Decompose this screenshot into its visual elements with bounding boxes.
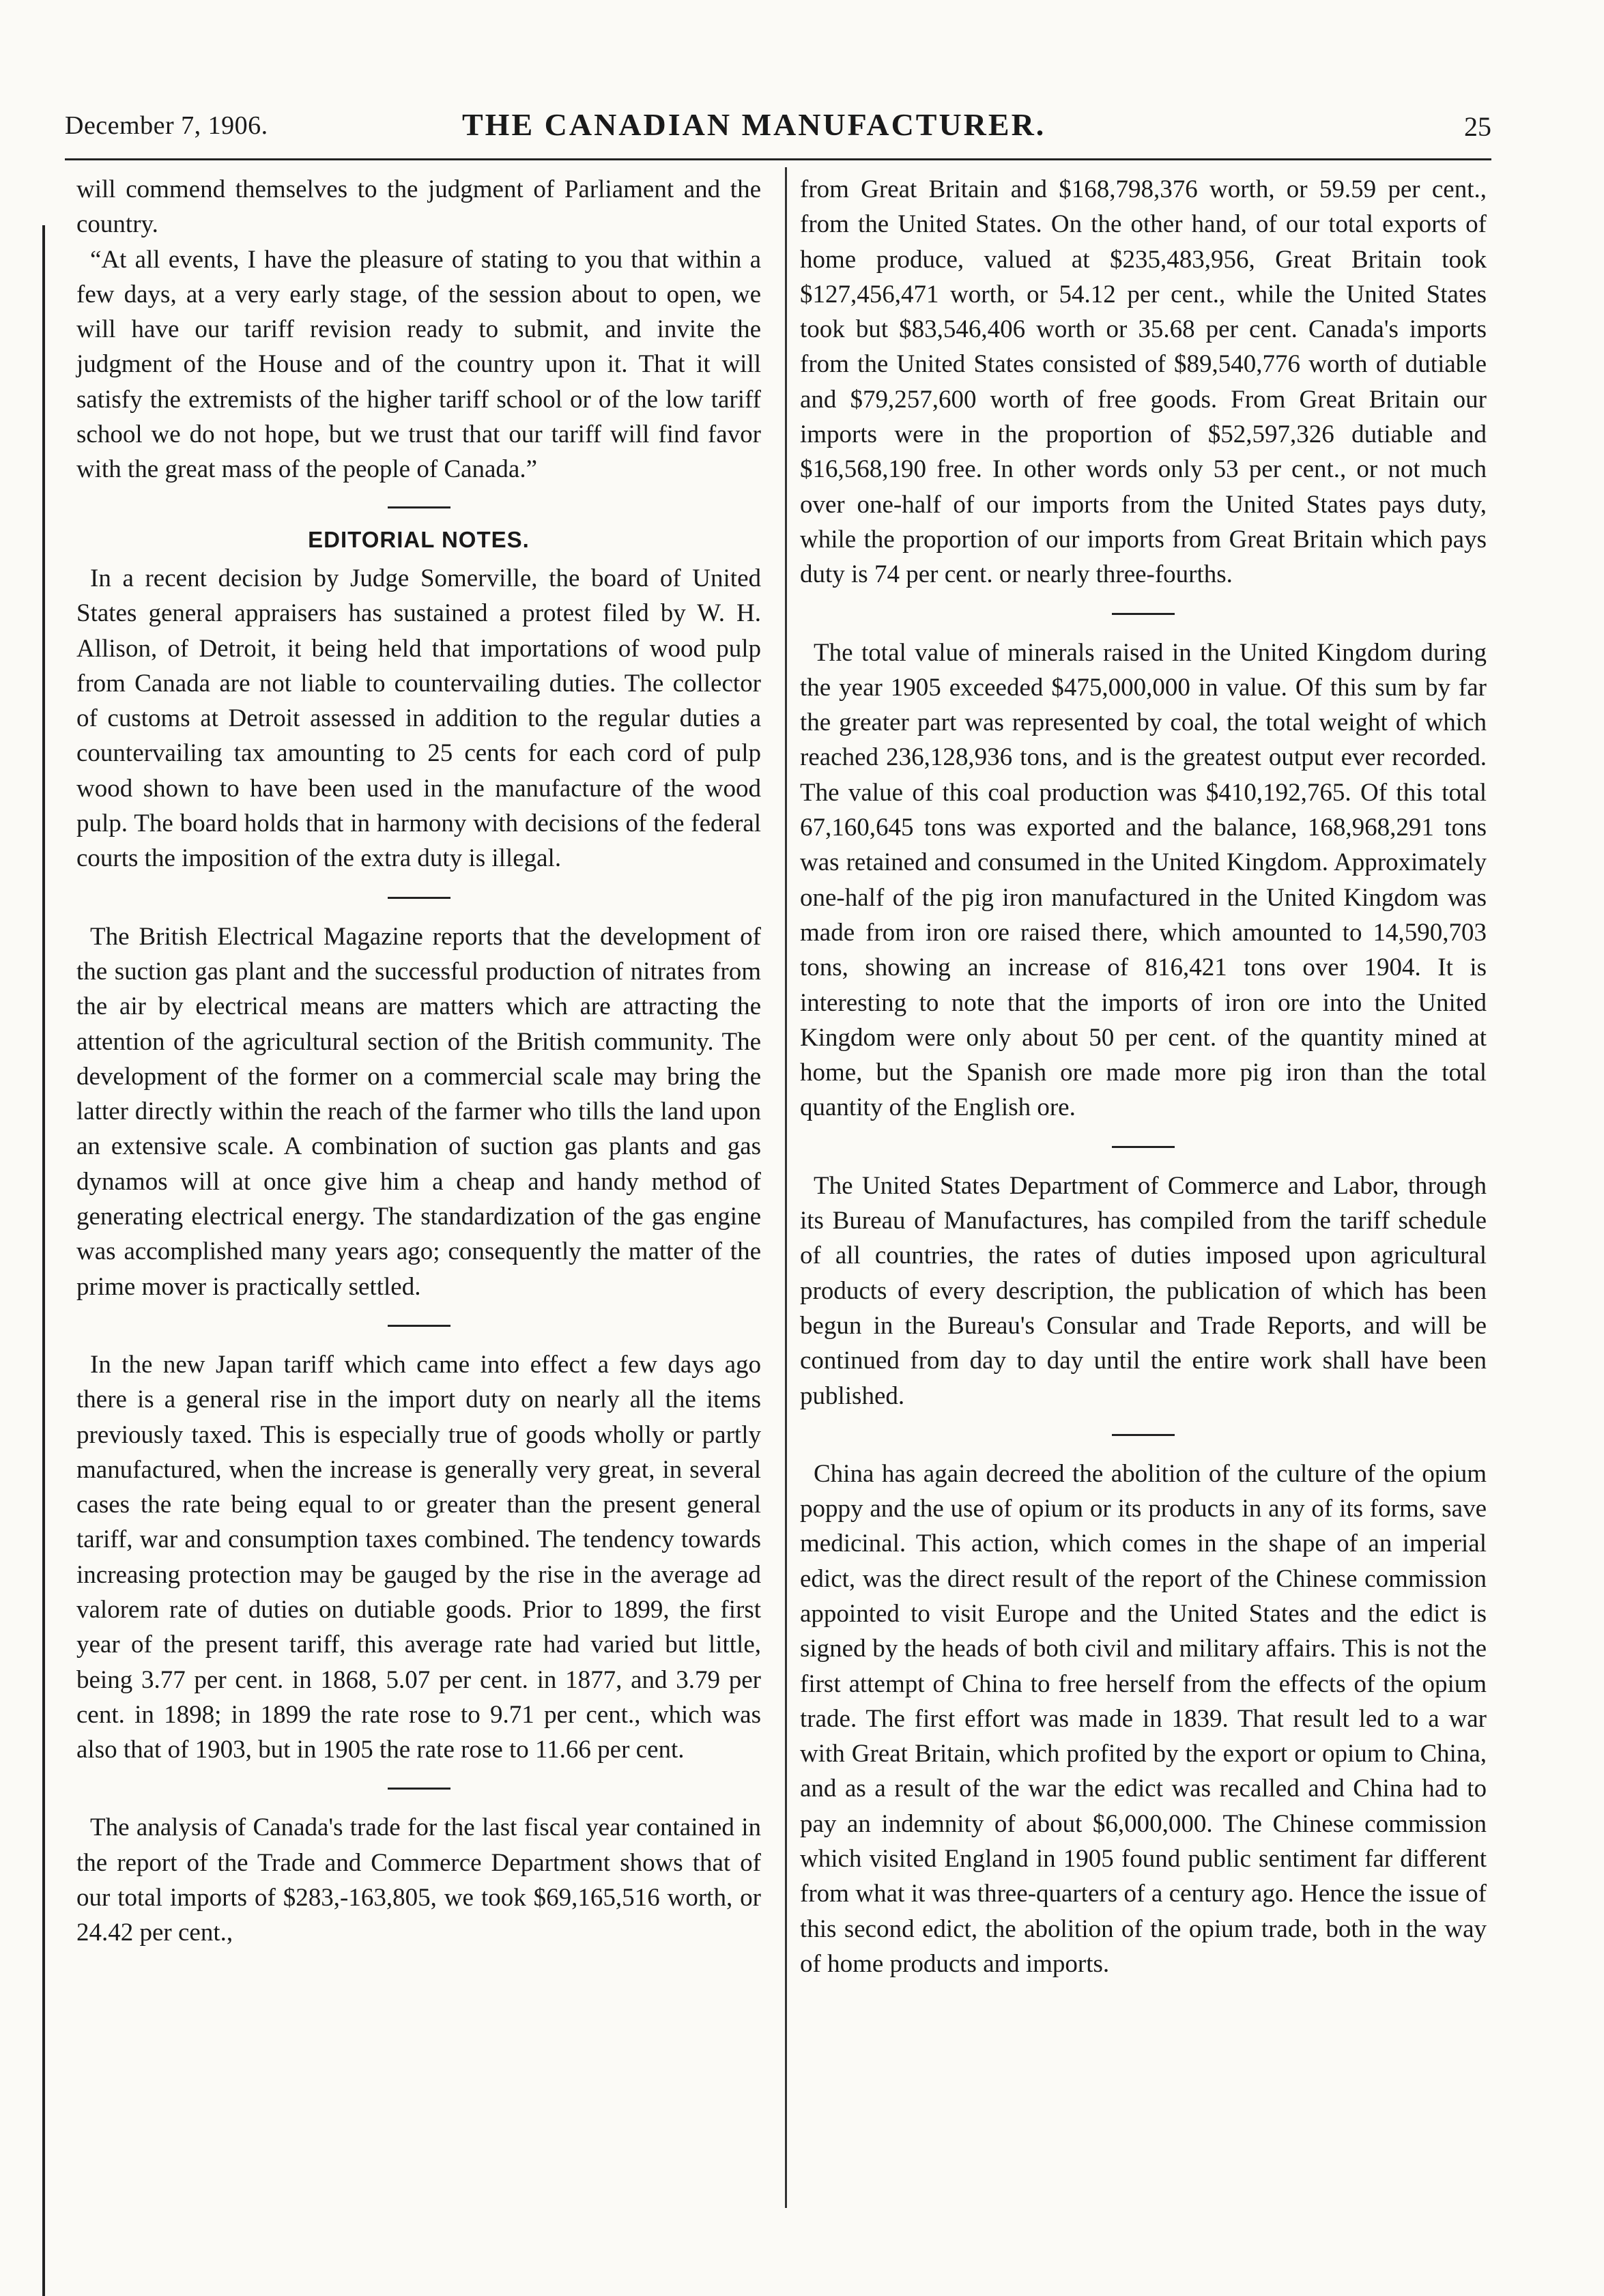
left-column [76, 172, 761, 1951]
page-header [65, 106, 1491, 154]
publication-title: THE CANADIAN MANUFACTURER. [462, 107, 1046, 142]
article-uk-minerals: The total value of minerals raised in the United Kingdom during the year 1905 exceeded $475,000,000 in value. Of this sum by far the greater part was represented by coal, the total weight of which reached 236,128,936 tons, and is the greatest output ever recorded. The value of this coal production was $410,192,765. Of this total 67,160,645 tons was exported and the balance, 168,968,291 tons was retained and consumed in the United Kingdom. Approximately one-half of the pig iron manufactured in the United Kingdom was made from iron ore raised there, which amounted to 14,590,703 tons, showing an increase of 816,421 tons over 1904. It is interesting to note that the imports of iron ore into the United Kingdom were only about 50 per cent. of the quantity mined at home, but the Spanish ore made more pig iron than the total quantity of the English ore. [800, 638, 1487, 1122]
header-rule [65, 158, 1491, 160]
article-china-opium: China has again decreed the abolition of the culture of the opium poppy and the use of opium or its products in any of its forms, save medicinal. This action, which comes in the shape of an imperial edict, was the direct result of the report of the Chinese commission appointed to visit Europe and the United States and the edict is signed by the heads of both civil and military affairs. This is not the first attempt of China to free herself from the effects of the opium trade. The first effort was made in 1839. That result led to a war with Great Britain, which profited by the export or opium to China, and as a result of the war the edict was recalled and China had to pay an indemnity of about $6,000,000. The Chinese commission which visited England in 1905 found public sentiment far different from what it was three-quarters of a century ago. Hence the issue of this second edict, the abolition of the opium trade, both in the way of home products and imports. [800, 1459, 1487, 1978]
article-japan-tariff: In the new Japan tariff which came into effect a few days ago there is a general rise in the import duty on nearly all the items previously taxed. This is especially true of goods wholly or partly manufactured, when the increase is generally very great, in several cases the rate being equal to or greater than the present general tariff, war and consumption taxes combined. The tendency towards increasing protection may be gauged by the rise in the average ad valorem rate of duties on dutiable goods. Prior to 1899, the first year of the present tariff, this average rate had varied but little, being 3.77 per cent. in 1868, 5.07 per cent. in 1877, and 3.79 per cent. in 1898; in 1899 the rate rose to 9.71 per cent., which was also that of 1903, but in 1905 the rate rose to 11.66 per cent. [76, 1350, 761, 1764]
column-divider [785, 167, 787, 2208]
article-electrical: The British Electrical Magazine reports that the development of the suction gas plant and the successful production of nitrates from the air by electrical means are matters which are attracting the attention of the agricultural section of the British community. The development of the former on a commercial scale may bring the latter directly within the reach of the farmer who tills the land upon an extensive scale. A combination of suction gas plants and gas dynamos will at once give him a cheap and handy method of generating electrical energy. The standardization of the gas engine was accomplished many years ago; consequently the matter of the prime mover is practically settled. [76, 922, 761, 1301]
right-column [800, 172, 1487, 1981]
article-separator [388, 1325, 450, 1327]
article-separator [1112, 613, 1175, 615]
article-separator [1112, 1146, 1175, 1148]
paragraph-quote: “At all events, I have the pleasure of stating to you that within a few days, at a very early stage, of the session about to open, we will have our tariff revision ready to submit, and invite the judgment of the House and of the country upon it. That it will satisfy the extremists of the higher tariff school or of the low tariff school we do not hope, but we trust that our tariff will find favor with the great mass of the people of Canada.” [76, 245, 761, 484]
issue-date: December 7, 1906. [65, 111, 268, 140]
article-separator [1112, 1434, 1175, 1436]
editorial-notes-heading: EDITORIAL NOTES. [308, 526, 530, 552]
article-canada-trade-continued: from Great Britain and $168,798,376 worth, or 59.59 per cent., from the United States. On the other hand, of our total exports of home produce, valued at $235,483,956, Great Britain took $127,456,471 worth, or 54.12 per cent., while the United States took but $83,546,406 worth or 35.68 per cent. Canada's imports from the United States consisted of $89,540,776 worth of dutiable and $79,257,600 worth of free goods. From Great Britain our imports were in the proportion of $52,597,326 dutiable and $16,568,190 free. In other words only 53 per cent., or not much over one-half of our imports from the United States pays duty, while the proportion of our imports from Great Britain which pays duty is 74 per cent. or nearly three-fourths. [800, 175, 1487, 589]
article-separator [388, 897, 450, 899]
section-rule [388, 506, 450, 508]
article-canada-trade: The analysis of Canada's trade for the last fiscal year contained in the report of the Trade and Commerce Department shows that of our total imports of $283,-163,805, we took $69,165,516 worth, or 24.42 per cent., [76, 1813, 761, 1947]
article-wood-pulp: In a recent decision by Judge Somerville, the board of United States general appraisers has sustained a protest filed by W. H. Allison, of Detroit, it being held that importations of wood pulp from Canada are not liable to countervailing duties. The collector of customs at Detroit assessed in addition to the regular duties a countervailing tax amounting to 25 cents for each cord of pulp wood shown to have been used in the manufacture of the wood pulp. The board holds that in harmony with decisions of the federal courts the imposition of the extra duty is illegal. [76, 564, 761, 873]
page-number: 25 [1464, 111, 1491, 142]
paragraph-intro-end: will commend themselves to the judgment of Parliament and the country. [76, 175, 761, 239]
article-separator [388, 1788, 450, 1790]
article-us-commerce: The United States Department of Commerce and Labor, through its Bureau of Manufactures, has compiled from the tariff schedule of all countries, the rates of duties imposed upon agricultural products of every description, the publication of which has been begun in the Bureau's Consular and Trade Reports, and will be continued from day to day until the entire work shall have been published. [800, 1171, 1487, 1410]
binding-edge-rule [42, 225, 45, 2296]
